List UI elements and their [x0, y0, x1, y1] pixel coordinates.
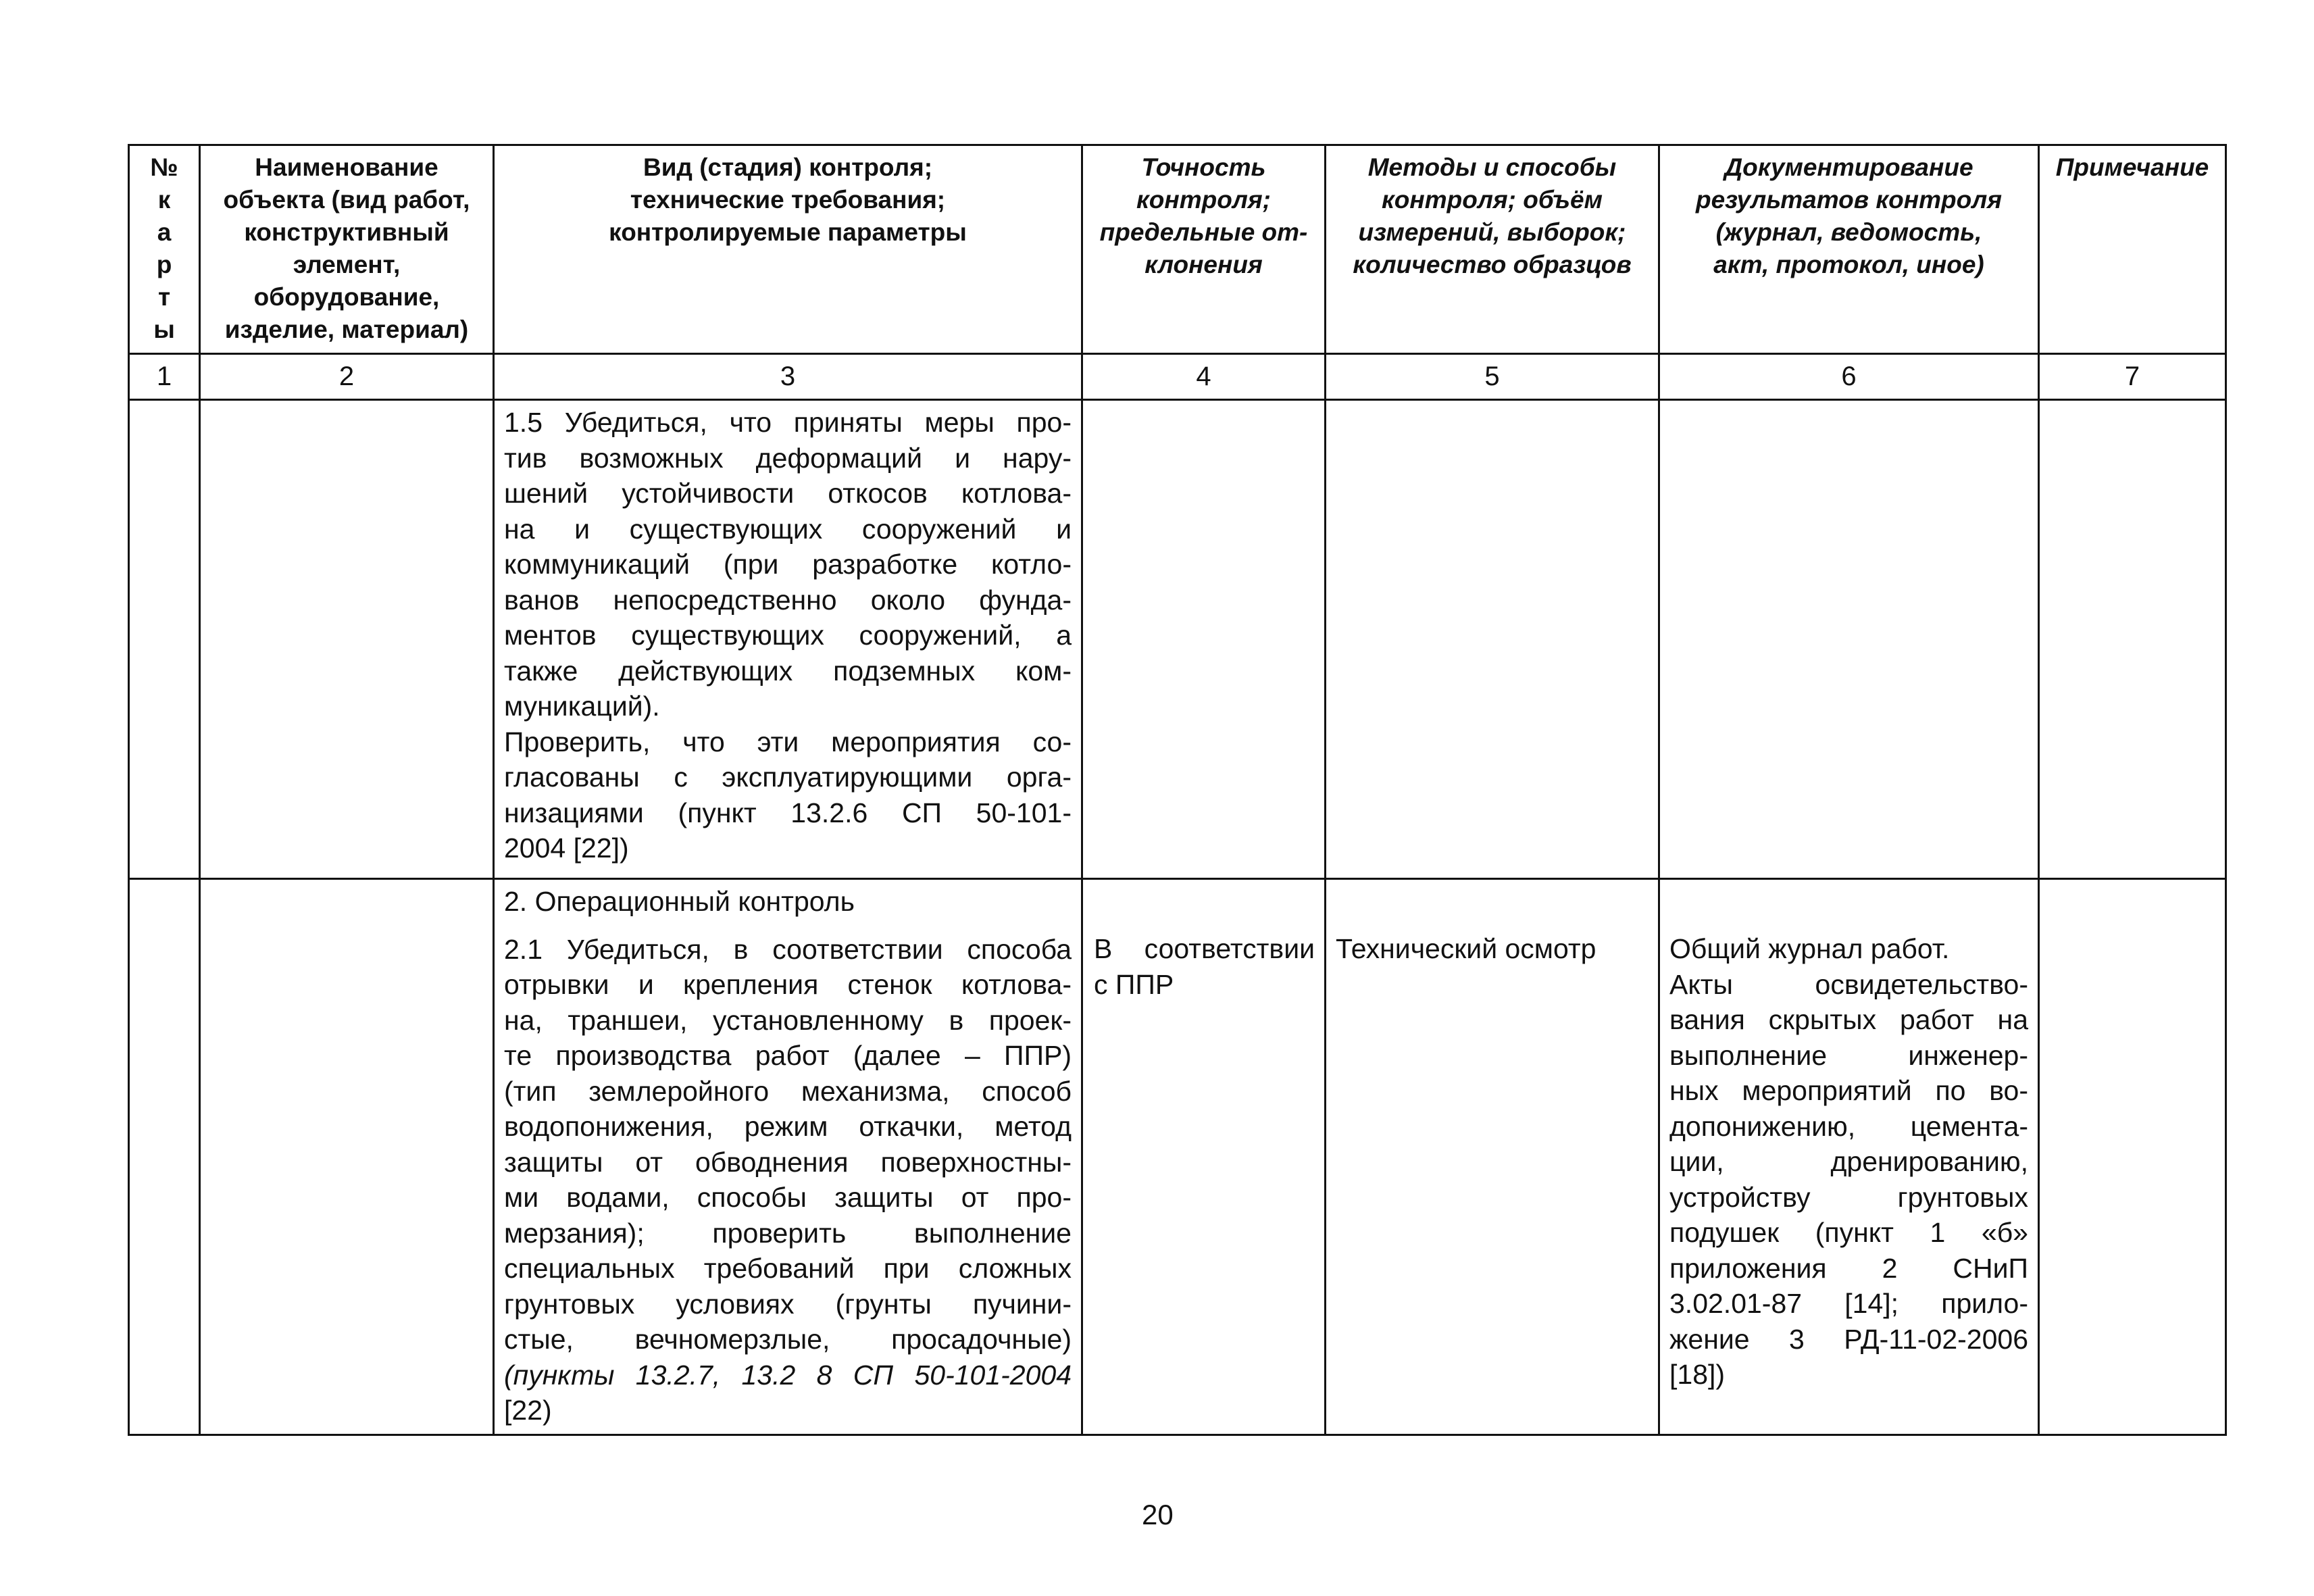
column-number: 1 [129, 354, 200, 400]
text-line: шений устойчивости откосов котлова- [504, 478, 1072, 509]
cell-requirements [494, 400, 1082, 879]
column-number: 4 [1082, 354, 1326, 400]
header-documentation [1659, 145, 2039, 354]
header-row [129, 145, 2226, 354]
cell-empty [1659, 400, 2039, 879]
header-line: Примечание [2055, 153, 2209, 181]
cell-methods [1326, 879, 1659, 1435]
text-line: (тип землеройного механизма, способ [504, 1075, 1072, 1107]
text-line: ванов непосредственно около фунда- [504, 584, 1072, 616]
text-line: (пункты 13.2.7, 13.2 8 СП 50-101-2004 [504, 1359, 1072, 1391]
text-line: также действующих подземных ком- [504, 655, 1072, 687]
text-line: Общий журнал работ. [1669, 933, 1950, 964]
text-line: Технический осмотр [1336, 933, 1596, 964]
header-note [2039, 145, 2226, 354]
text-line: с ППР [1094, 968, 1174, 1000]
header-methods [1326, 145, 1659, 354]
cell-empty [129, 879, 200, 1435]
text-line: мерзания); проверить выполнение [504, 1217, 1072, 1249]
header-line: измерений, выборок; [1358, 218, 1626, 246]
cell-empty [1326, 400, 1659, 879]
text-line: отрывки и крепления стенок котлова- [504, 969, 1072, 1000]
header-line: технические требования; [630, 186, 946, 214]
text-line: выполнение инженер- [1669, 1039, 2028, 1071]
column-number: 3 [494, 354, 1082, 400]
header-line: контроля; [1136, 186, 1271, 214]
text-line: жение 3 РД-11-02-2006 [1669, 1323, 2028, 1355]
text-line: низациями (пункт 13.2.6 СП 50-101- [504, 797, 1072, 828]
column-number-row [129, 354, 2226, 400]
table-row [129, 400, 2226, 879]
text-line: 2004 [22]) [504, 832, 629, 864]
header-line: Методы и способы [1367, 153, 1617, 181]
text-line: устройству грунтовых [1669, 1181, 2028, 1213]
header-line: акт, протокол, иное) [1713, 251, 1984, 278]
cell-empty [200, 400, 494, 879]
text-line: водопонижения, режим откачки, метод [504, 1111, 1072, 1142]
cell-documentation [1659, 879, 2039, 1435]
text-line: В соответствии [1094, 933, 1315, 964]
cell-empty [2039, 879, 2226, 1435]
text-line: Проверить, что эти мероприятия со- [504, 726, 1072, 757]
header-line: (журнал, ведомость, [1715, 218, 1982, 246]
text-line: Акты освидетельство- [1669, 968, 2028, 1000]
text-line: ментов существующих сооружений, а [504, 620, 1072, 651]
column-number: 7 [2039, 354, 2226, 400]
header-line: ы [153, 316, 175, 343]
cell-empty [2039, 400, 2226, 879]
header-line: контролируемые параметры [609, 218, 967, 246]
text-line: подушек (пункт 1 «б» [1669, 1217, 2028, 1248]
column-number: 2 [200, 354, 494, 400]
header-line: результатов контроля [1695, 186, 2002, 214]
text-line: приложения 2 СНиП [1669, 1252, 2028, 1284]
header-object-name [200, 145, 494, 354]
header-line: а [157, 218, 172, 246]
text-line: стые, вечномерзлые, просадочные) [504, 1324, 1072, 1355]
header-line: т [157, 283, 171, 311]
text-line: специальных требований при сложных [504, 1253, 1072, 1284]
text-line: ции, дренированию, [1669, 1146, 2028, 1177]
text-line: коммуникаций (при разработке котло- [504, 549, 1072, 580]
text-line: 2.1 Убедиться, в соответствии способа [504, 933, 1072, 965]
text-line: вания скрытых работ на [1669, 1004, 2028, 1035]
table-row [129, 879, 2226, 1435]
header-line: объекта (вид работ, [223, 186, 470, 214]
text-line: на, траншеи, установленному в проек- [504, 1004, 1072, 1036]
header-line: р [156, 251, 172, 278]
text-line: ми водами, способы защиты от про- [504, 1182, 1072, 1213]
header-line: Точность [1141, 153, 1266, 181]
text-line: 3.02.01-87 [14]; прило- [1669, 1288, 2028, 1319]
cell-requirements [494, 879, 1082, 1435]
control-table [128, 144, 2227, 1436]
header-line: оборудование, [253, 283, 440, 311]
header-line: № [150, 153, 178, 181]
text-line: гласованы с эксплуатирующими орга- [504, 762, 1072, 793]
text-line: муникаций). [504, 691, 660, 722]
header-control-type [494, 145, 1082, 354]
text-line: на и существующих сооружений и [504, 513, 1072, 545]
text-line: [22) [504, 1395, 552, 1426]
page-number: 20 [1142, 1499, 1174, 1530]
header-line: к [157, 186, 171, 214]
header-line: Документирование [1724, 153, 1973, 181]
header-line: контроля; объём [1382, 186, 1603, 214]
text-line: 2. Операционный контроль [504, 886, 855, 917]
header-line: количество образцов [1353, 251, 1632, 278]
text-line: те производства работ (далее – ППР) [504, 1040, 1072, 1071]
column-number: 5 [1326, 354, 1659, 400]
column-number: 6 [1659, 354, 2039, 400]
header-line: элемент, [293, 251, 401, 278]
header-line: Наименование [255, 153, 438, 181]
text-line: тив возможных деформаций и нару- [504, 442, 1072, 474]
cell-accuracy [1082, 879, 1326, 1435]
text-line: ных мероприятий по во- [1669, 1075, 2028, 1106]
header-card-number [129, 145, 200, 354]
header-line: изделие, материал) [224, 316, 469, 343]
header-line: клонения [1145, 251, 1263, 278]
header-line: предельные от- [1099, 218, 1308, 246]
header-line: конструктивный [244, 218, 449, 246]
text-line: допонижению, цемента- [1669, 1110, 2028, 1142]
cell-empty [1082, 400, 1326, 879]
cell-empty [129, 400, 200, 879]
header-accuracy [1082, 145, 1326, 354]
text-line: 1.5 Убедиться, что приняты меры про- [504, 407, 1072, 438]
header-line: Вид (стадия) контроля; [643, 153, 933, 181]
text-line: грунтовых условиях (грунты пучини- [504, 1288, 1072, 1320]
cell-empty [200, 879, 494, 1435]
text-line: защиты от обводнения поверхностны- [504, 1146, 1072, 1178]
text-line: [18]) [1669, 1359, 1726, 1390]
